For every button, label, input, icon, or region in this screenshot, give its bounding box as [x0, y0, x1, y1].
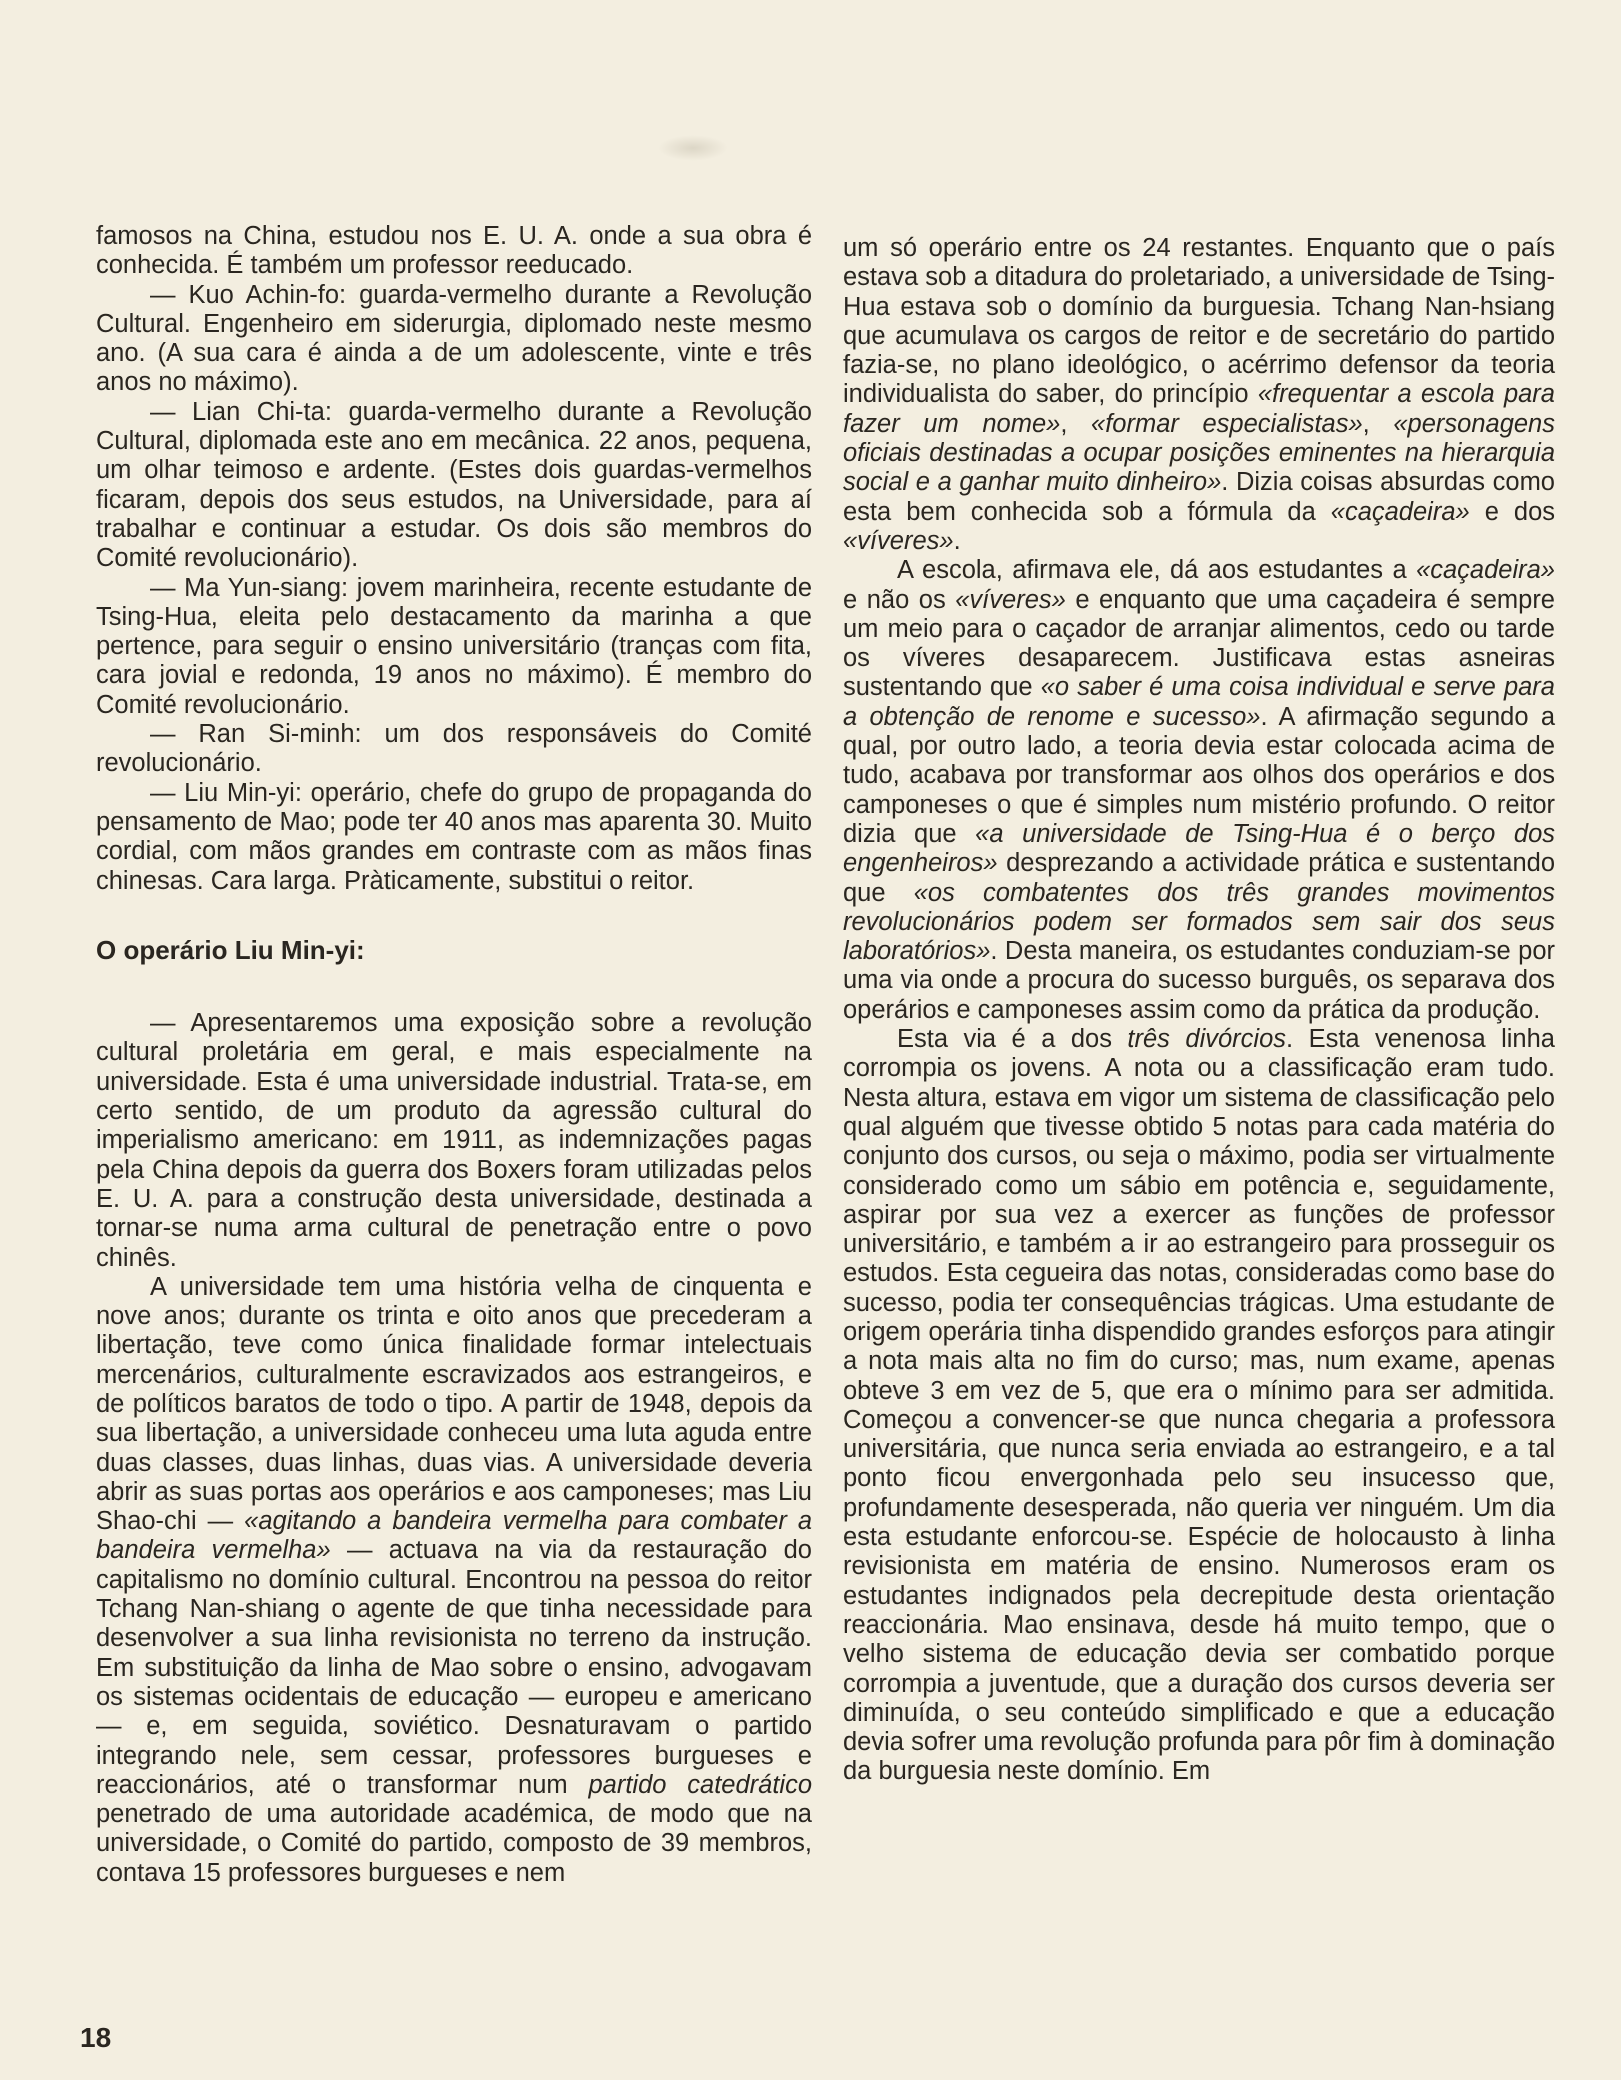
quote-italic: «a universidade de Tsing-Hua é o berço dos engenheiros» [843, 819, 1555, 878]
quote-italic: «os combatentes dos três grandes movimentos revolucionários podem ser formados sem sair dos seus laboratórios» [843, 878, 1555, 966]
left-column [96, 222, 812, 1888]
quote-italic: «víveres» [955, 585, 1066, 614]
body-paragraph [843, 1025, 1555, 1787]
text-run: e não os [843, 585, 956, 614]
text-run: e dos [1469, 497, 1556, 526]
text-run: . [953, 526, 961, 555]
body-paragraph [96, 1273, 812, 1888]
page-number: 18 [80, 2022, 112, 2053]
text-run: . Desta maneira, os estudantes conduziam-se por uma via onde a procura do sucesso burguês, os separava dos operários e camponeses assim como da prática da produção. [843, 937, 1555, 1024]
quote-italic: «formar especialistas» [1091, 409, 1363, 438]
person-entry-liu-min-yi: — Liu Min-yi: operário, chefe do grupo de propaganda do pensamento de Mao; pode ter 40 anos mas aparenta 30. Muito cordial, com mãos grandes em contraste com as mãos finas chinesas. Cara larga. Pràticamente, substitui o reitor. [96, 778, 812, 895]
person-entry-ran-si-minh: — Ran Si-minh: um dos responsáveis do Comité revolucionário. [96, 720, 812, 778]
person-entry-lian-chi-ta: — Lian Chi-ta: guarda-vermelho durante a Revolução Cultural, diplomada este ano em mecânica. 22 anos, pequena, um olhar teimoso e ardente. (Estes dois guardas-vermelhos ficaram, depois dos seus estudos, na Universidade, para aí trabalhar e continuar a estudar. Os dois são membros do Comité revolucionário). [96, 397, 812, 573]
text-run: e enquanto que uma caçadeira é sempre um meio para o caçador de arranjar alimentos, cedo ou tarde os víveres desaparecem. Justificava estas asneiras sustentando que [843, 585, 1555, 702]
text-run: um só operário entre os 24 restantes. Enquanto que o país estava sob a ditadura do proletariado, a universidade de Tsing-Hua estava sob o domínio da burguesia. Tchang Nan-hsiang que acumulava os cargos de reitor e de secretário do partido fazia-se, no plano ideológico, o acérrimo defensor da teoria individualista do saber, do princípio [843, 234, 1555, 409]
body-paragraph: — Apresentaremos uma exposição sobre a revolução cultural proletária em geral, e mais especialmente na universidade. Esta é uma universidade industrial. Trata-se, em certo sentido, de um produto da agressão cultural do imperialismo americano: em 1911, as indemnizações pagas pela China depois da guerra dos Boxers foram utilizadas pelos E. U. A. para a construção desta universidade, destinada a tornar-se numa arma cultural de penetração entre o povo chinês. [96, 1009, 812, 1272]
text-run: , [1060, 409, 1092, 438]
text-run: A escola, afirmava ele, dá aos estudantes a [897, 556, 1417, 585]
section-heading: O operário Liu Min-yi: [96, 934, 365, 965]
person-entry-ma-yun-siang: — Ma Yun-siang: jovem marinheira, recente estudante de Tsing-Hua, eleita pelo destacamento da marinha a que pertence, para seguir o ensino universitário (tranças com fita, cara jovial e redonda, 19 anos no máximo). É membro do Comité revolucionário. [96, 573, 812, 719]
text-run: . A afirmação segundo a qual, por outro lado, a teoria devia estar colocada acima de tudo, acabava por transformar aos olhos dos operários e dos camponeses o que é simples num mistério profundo. O reitor dizia que [843, 702, 1555, 848]
body-paragraph [843, 556, 1555, 1025]
text-run: — actuava na via da restauração do capitalismo no domínio cultural. Encontrou na pessoa do reitor Tchang Nan-shiang o agente de que tinha necessidade para desenvolver a sua linha revisionista no terreno da instrução. Em substituição da linha de Mao sobre o ensino, advogavam os sistemas ocidentais de educação — europeu e americano — e, em seguida, soviético. Desnaturavam o partido integrando nele, sem cessar, professores burgueses e reaccionários, até o transformar num [96, 1536, 812, 1799]
person-entry-kuo-achin-fo: — Kuo Achin-fo: guarda-vermelho durante a Revolução Cultural. Engenheiro em siderurgia, diplomado neste mesmo ano. (A sua cara é ainda a de um adolescente, vinte e três anos no máximo). [96, 280, 812, 397]
print-smudge [658, 135, 728, 161]
quote-italic: «víveres» [843, 526, 954, 555]
quote-italic: «caçadeira» [1416, 556, 1555, 585]
text-run: Esta via é a dos [897, 1025, 1128, 1054]
emphasis-italic: partido catedrático [588, 1770, 812, 1799]
text-run: . Dizia coisas absurdas como esta bem conhecida sob a fórmula da [843, 468, 1555, 526]
body-paragraph [843, 234, 1555, 556]
quote-italic: «agitando a bandeira vermelha para combater a bandeira vermelha» [96, 1507, 813, 1565]
quote-italic: «caçadeira» [1330, 497, 1470, 526]
text-run: . Esta venenosa linha corrompia os jovens. A nota ou a classificação eram tudo. Nesta altura, estava em vigor um sistema de classificação pelo qual alguém que tivesse obtido 5 notas para cada matéria do conjunto dos cursos, ou seja o máximo, podia ser virtualmente considerado como um sábio em potência e, seguidamente, aspirar por sua vez a exercer as funções de professor universitário, e também a ir ao estrangeiro para prosseguir os estudos. Esta cegueira das notas, consideradas como base do sucesso, podia ter consequências trágicas. Uma estudante de origem operária tinha dispendido grandes esforços para atingir a nota mais alta no fim do curso; mas, num exame, apenas obteve 3 em vez de 5, que era o mínimo para ser admitida. Começou a convencer-se que nunca chegaria a professora universitária, que nunca seria enviada ao estrangeiro, e a tal ponto ficou envergonhada pelo seu insucesso que, profundamente desesperada, não queria ver ninguém. Um dia esta estudante enforcou-se. Espécie de holocausto à linha revisionista em matéria de ensino. Numerosos eram os estudantes indignados pela decrepitude desta orientação reaccionária. Mao ensinava, desde há muito tempo, que o velho sistema de educação devia ser combatido porque corrompia a juventude, que a duração dos cursos deveria ser diminuída, o seu conteúdo simplificado e que a educação devia sofrer uma revolução profunda para pôr fim à dominação da burguesia neste domínio. Em [843, 1025, 1555, 1786]
text-run: , [1362, 409, 1394, 438]
emphasis-italic: três divórcios [1127, 1025, 1287, 1054]
quote-italic: «personagens oficiais destinadas a ocupar posições eminentes na hierarquia social e a ganhar muito dinheiro» [843, 409, 1555, 497]
text-run: A universidade tem uma história velha de cinquenta e nove anos; durante os trinta e oito anos que precederam a libertação, teve como única finalidade formar intelectuais mercenários, culturalmente escravizados aos estrangeiros, e de políticos baratos de todo o tipo. A partir de 1948, depois da sua libertação, a universidade conheceu uma luta aguda entre duas classes, duas linhas, duas vias. A universidade deveria abrir as suas portas aos operários e aos camponeses; mas Liu Shao-chi — [96, 1272, 812, 1536]
text-run: desprezando a actividade prática e sustentando que [843, 849, 1555, 907]
quote-italic: «o saber é uma coisa individual e serve para a obtenção de renome e sucesso» [843, 673, 1555, 731]
intro-paragraph: famosos na China, estudou nos E. U. A. onde a sua obra é conhecida. É também um professor reeducado. [96, 222, 812, 280]
right-column [843, 234, 1555, 1787]
quote-italic: «frequentar a escola para fazer um nome» [843, 380, 1555, 438]
text-run: penetrado de uma autoridade académica, de modo que na universidade, o Comité do partido, composto de 39 membros, contava 15 professores burgueses e nem [96, 1800, 812, 1887]
